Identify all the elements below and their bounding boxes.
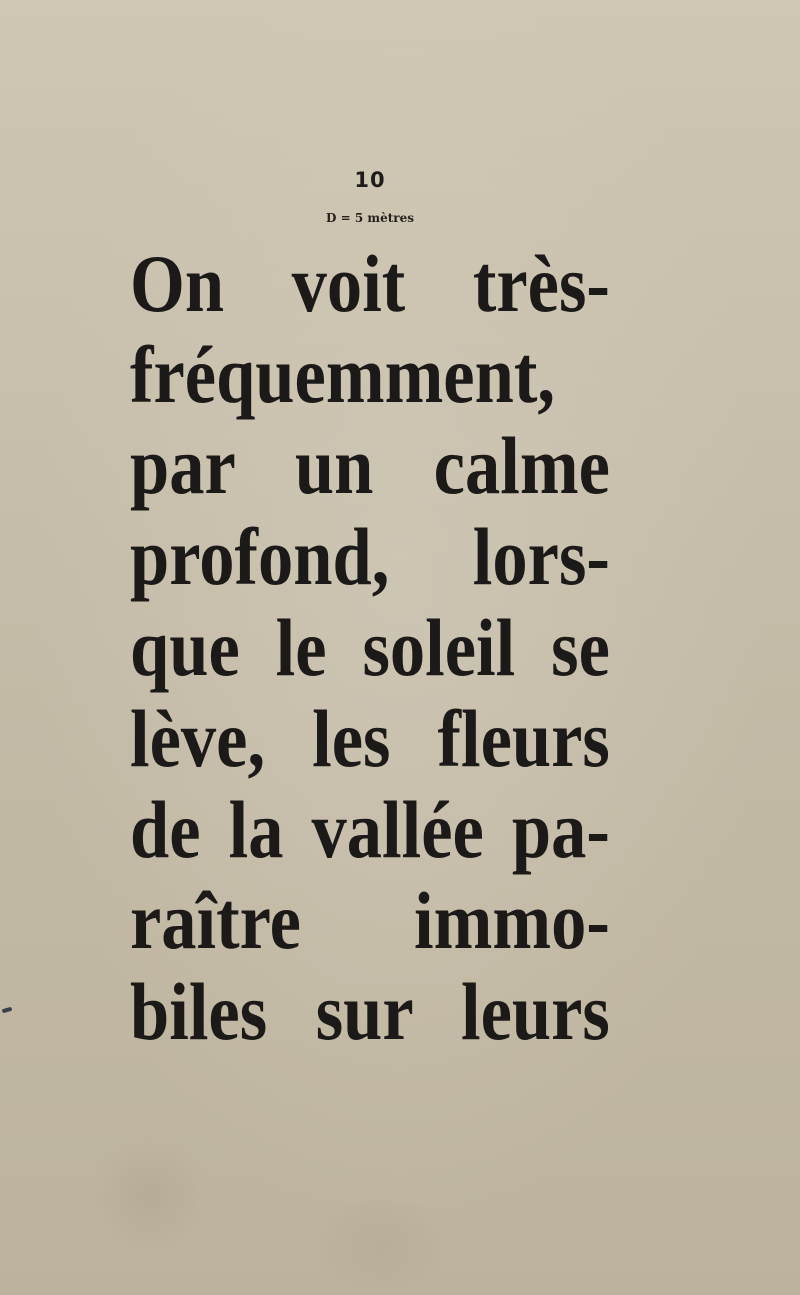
text-line: de la vallée pa- [130,784,610,875]
text-line: profond, lors- [130,511,610,602]
text-line: par un calme [130,420,610,511]
text-line: biles sur leurs [130,966,610,1057]
text-line: lève, les fleurs [130,693,610,784]
test-text-block [130,238,610,1057]
ink-speck [2,1007,13,1013]
distance-label: D = 5 mètres [326,211,414,225]
text-line: fréquemment, [130,329,555,420]
text-line: raître immo- [130,875,610,966]
paper-stain [90,1140,210,1250]
page-number: 10 [354,168,386,192]
text-line: que le soleil se [130,602,610,693]
text-line: On voit très- [130,238,610,329]
paper-stain [300,1200,460,1290]
